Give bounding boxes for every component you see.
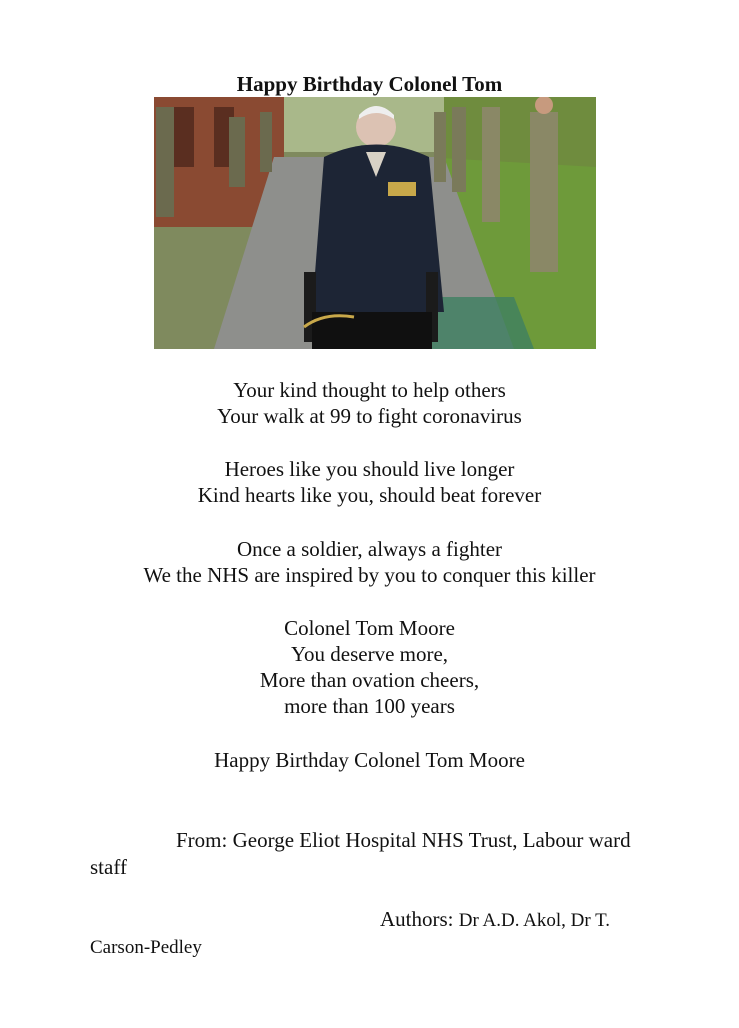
poem-line: Once a soldier, always a fighter [236,537,503,561]
authors-label: Authors: [380,907,454,931]
poem-line: Heroes like you should live longer [224,457,515,481]
authors-names-continued: Carson-Pedley [90,937,202,958]
poem-line: Your walk at 99 to fight coronavirus [217,404,522,428]
document-title: Happy Birthday Colonel Tom [236,72,503,96]
poem-line: More than ovation cheers, [259,668,480,692]
authors-line [90,906,650,934]
poem-line: Colonel Tom Moore [284,616,455,640]
poem-line: We the NHS are inspired by you to conquer this killer [143,563,596,587]
poem-line: You deserve more, [290,642,449,666]
poem-line: Your kind thought to help others [233,378,506,402]
authors-names: Dr A.D. Akol, Dr T. [458,910,611,931]
poem-stanza [0,377,739,429]
poem-stanza [0,615,739,719]
poem-line: Happy Birthday Colonel Tom Moore [214,748,525,772]
photo-illustration [154,97,596,349]
poem-stanza [0,456,739,508]
authors-block [90,906,650,961]
photo-colonel-tom [154,97,596,349]
poem-stanza [0,747,739,773]
poem-line: Kind hearts like you, should beat forever [197,483,542,507]
poem-line: more than 100 years [284,694,455,718]
poem-stanza [0,536,739,588]
from-line: From: George Eliot Hospital NHS Trust, Labour ward staff [90,828,631,879]
